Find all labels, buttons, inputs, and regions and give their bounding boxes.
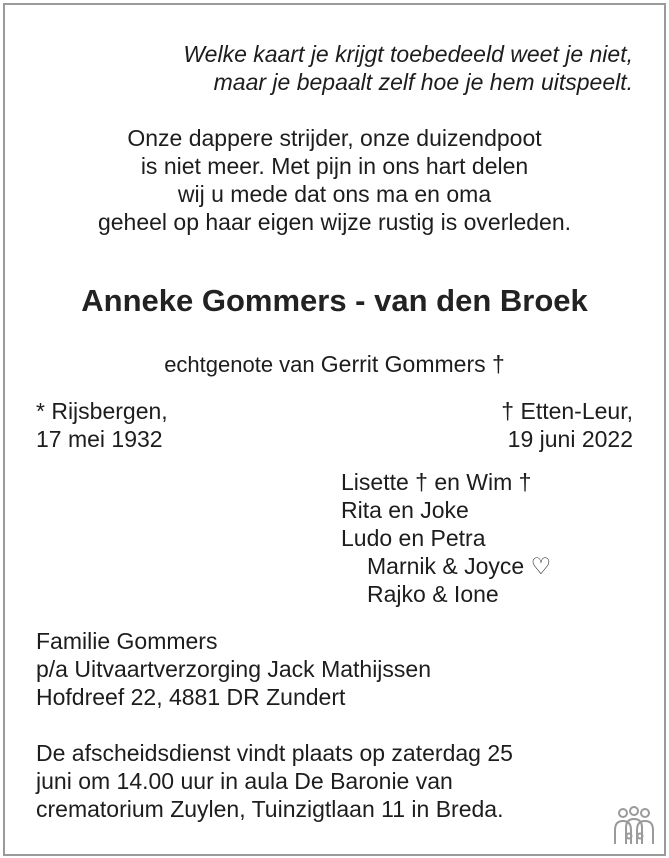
birth-place: * Rijsbergen, xyxy=(36,398,168,424)
death-place: † Etten-Leur, xyxy=(501,398,633,424)
people-group-icon xyxy=(609,806,659,846)
intro-line: geheel op haar eigen wijze rustig is overleden. xyxy=(97,209,572,235)
spouse-name: Gerrit Gommers † xyxy=(320,351,505,377)
family-member: Rita en Joke xyxy=(341,497,469,523)
service-line: De afscheidsdienst vindt plaats op zaterdag 25 xyxy=(36,740,513,766)
death-date: 19 juni 2022 xyxy=(507,426,633,452)
opening-quote xyxy=(183,40,633,96)
intro-line: wij u mede dat ons ma en oma xyxy=(177,181,492,207)
intro-text xyxy=(0,124,669,236)
quote-line: maar je bepaalt zelf hoe je hem uitspeelt. xyxy=(213,69,633,95)
quote-line: Welke kaart je krijgt toebedeeld weet je niet, xyxy=(183,41,633,67)
family-member: Lisette † en Wim † xyxy=(341,469,532,495)
intro-line: Onze dappere strijder, onze duizendpoot xyxy=(127,125,542,151)
spouse-line xyxy=(0,350,669,379)
family-member: Ludo en Petra xyxy=(341,525,486,551)
intro-line: is niet meer. Met pijn in ons hart delen xyxy=(140,153,529,179)
birth-date: 17 mei 1932 xyxy=(36,426,163,452)
deceased-name: Anneke Gommers - van den Broek xyxy=(81,283,588,318)
address-line: Familie Gommers xyxy=(36,628,218,654)
birth-info xyxy=(36,397,168,453)
spouse-prefix: echtgenote van xyxy=(164,352,315,377)
grandchild-entry: Marnik & Joyce ♡ xyxy=(367,553,552,579)
address-line: Hofdreef 22, 4881 DR Zundert xyxy=(36,684,346,710)
address-line: p/a Uitvaartverzorging Jack Mathijssen xyxy=(36,656,431,682)
service-line: crematorium Zuylen, Tuinzigtlaan 11 in Breda. xyxy=(36,796,504,822)
death-info xyxy=(501,397,633,453)
service-details xyxy=(36,739,513,823)
service-line: juni om 14.00 uur in aula De Baronie van xyxy=(36,768,453,794)
grandchild-entry: Rajko & Ione xyxy=(367,581,499,607)
family-list xyxy=(341,468,551,608)
correspondence-address xyxy=(36,627,431,711)
